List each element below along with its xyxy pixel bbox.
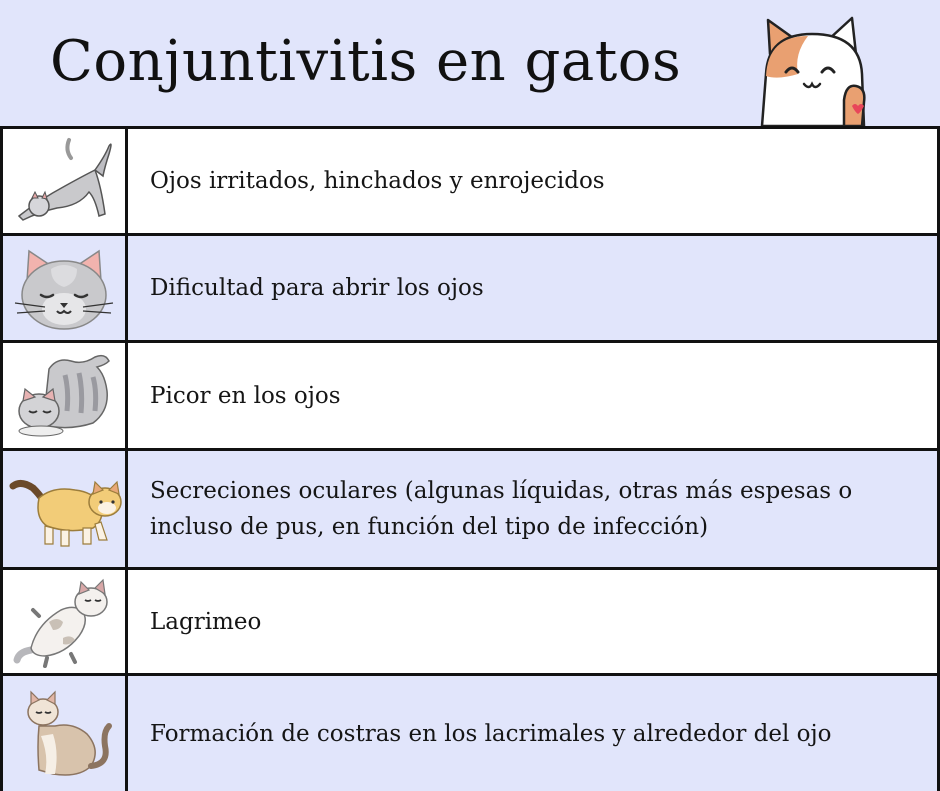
symptoms-table	[0, 126, 940, 788]
icon-cell	[0, 676, 128, 791]
sitting-cat-icon	[9, 686, 119, 782]
rolling-cat-icon	[9, 576, 119, 668]
symptom-text: Ojos irritados, hinchados y enrojecidos	[150, 168, 605, 194]
table-row	[0, 676, 940, 791]
page-title: Conjuntivitis en gatos	[50, 29, 682, 94]
icon-cell	[0, 451, 128, 567]
table-row	[0, 570, 940, 676]
icon-cell	[0, 570, 128, 673]
symptom-text: Picor en los ojos	[150, 382, 341, 409]
icon-cell	[0, 343, 128, 448]
symptom-text: Secreciones oculares (algunas líquidas, otras más espesas o incluso de pus, en función del tipo de infección)	[150, 478, 853, 540]
symptom-text: Dificultad para abrir los ojos	[150, 275, 484, 301]
cat-face-icon	[9, 243, 119, 333]
icon-cell	[0, 236, 128, 340]
table-row	[0, 236, 940, 343]
waving-cat-icon	[748, 14, 878, 126]
table-row	[0, 451, 940, 570]
walking-cat-icon	[9, 464, 125, 554]
sleeping-cat-icon	[9, 351, 119, 441]
icon-cell	[0, 129, 128, 233]
stretching-cat-icon	[9, 136, 119, 226]
header	[0, 0, 940, 126]
symptom-text: Formación de costras en los lacrimales y alrededor del ojo	[150, 720, 832, 747]
table-row	[0, 343, 940, 451]
table-row	[0, 129, 940, 236]
symptom-text: Lagrimeo	[150, 608, 262, 635]
